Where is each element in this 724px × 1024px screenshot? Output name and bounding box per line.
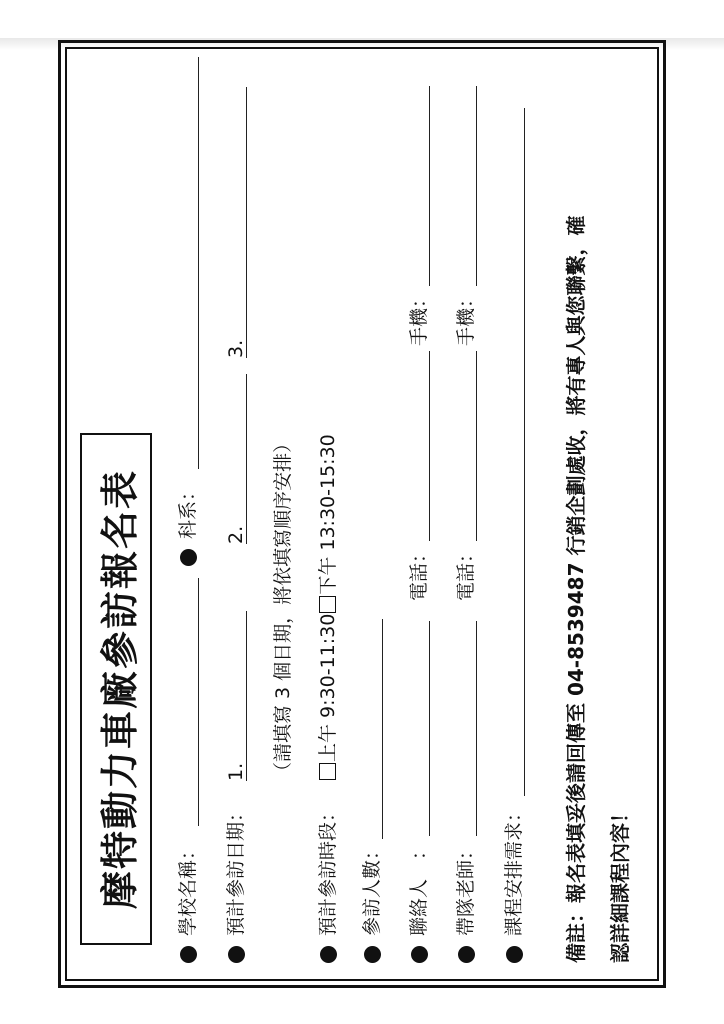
date-field-1[interactable] (246, 611, 247, 781)
bullet (180, 549, 197, 566)
bullet (364, 946, 381, 963)
note-line-1: 備註：報名表填妥後請回傳至 04-8539487 行銷企劃處收，將有專人與您聯繫，確 (564, 215, 588, 963)
contact-phone-label: 電話： (408, 543, 430, 601)
school-label: 學校名稱： (177, 840, 199, 936)
period-am-label: 上午 9:30-11:30 (317, 613, 339, 762)
teacher-label: 帶隊老師： (455, 840, 477, 936)
bullet (228, 946, 245, 963)
date-instruction: （請填寫 3 個日期，將依填寫順序安排） (272, 433, 294, 781)
date-label: 預計參訪日期： (225, 802, 247, 936)
bullet (506, 946, 523, 963)
title-box (80, 433, 152, 945)
bullet (411, 946, 428, 963)
date-option-2: 2. (225, 525, 247, 544)
period-am-checkbox[interactable] (319, 763, 336, 780)
contact-mobile-label: 手機： (408, 288, 430, 346)
school-field[interactable] (198, 578, 199, 826)
teacher-phone-label: 電話： (455, 543, 477, 601)
note-line-2: 認詳細課程內容！ (608, 803, 632, 963)
form-title: 摩特動力車廠參訪報名表 (97, 469, 142, 910)
course-label: 課程安排需求： (503, 802, 525, 936)
date-field-2[interactable] (246, 374, 247, 544)
teacher-phone-field[interactable] (476, 351, 477, 541)
contact-mobile-field[interactable] (429, 86, 430, 286)
period-options (316, 434, 340, 781)
department-field[interactable] (198, 57, 199, 469)
contact-field[interactable] (429, 621, 430, 836)
date-option-3: 3. (225, 339, 247, 358)
period-pm-label: 下午 13:30-15:30 (317, 434, 339, 595)
teacher-mobile-field[interactable] (476, 86, 477, 286)
teacher-mobile-label: 手機： (455, 288, 477, 346)
bullet (320, 946, 337, 963)
course-field[interactable] (524, 108, 525, 796)
form-page (70, 52, 654, 976)
period-pm-checkbox[interactable] (319, 596, 336, 613)
visitors-field[interactable] (382, 619, 383, 839)
date-option-1: 1. (225, 762, 247, 781)
contact-phone-field[interactable] (429, 351, 430, 541)
date-field-3[interactable] (246, 87, 247, 358)
bullet (180, 946, 197, 963)
teacher-field[interactable] (476, 621, 477, 836)
bullet (458, 946, 475, 963)
department-label: 科系： (177, 481, 199, 539)
period-label: 預計參訪時段： (317, 802, 339, 936)
visitors-label: 參訪人數： (361, 840, 383, 936)
contact-label: 聯絡人 ： (408, 840, 430, 936)
